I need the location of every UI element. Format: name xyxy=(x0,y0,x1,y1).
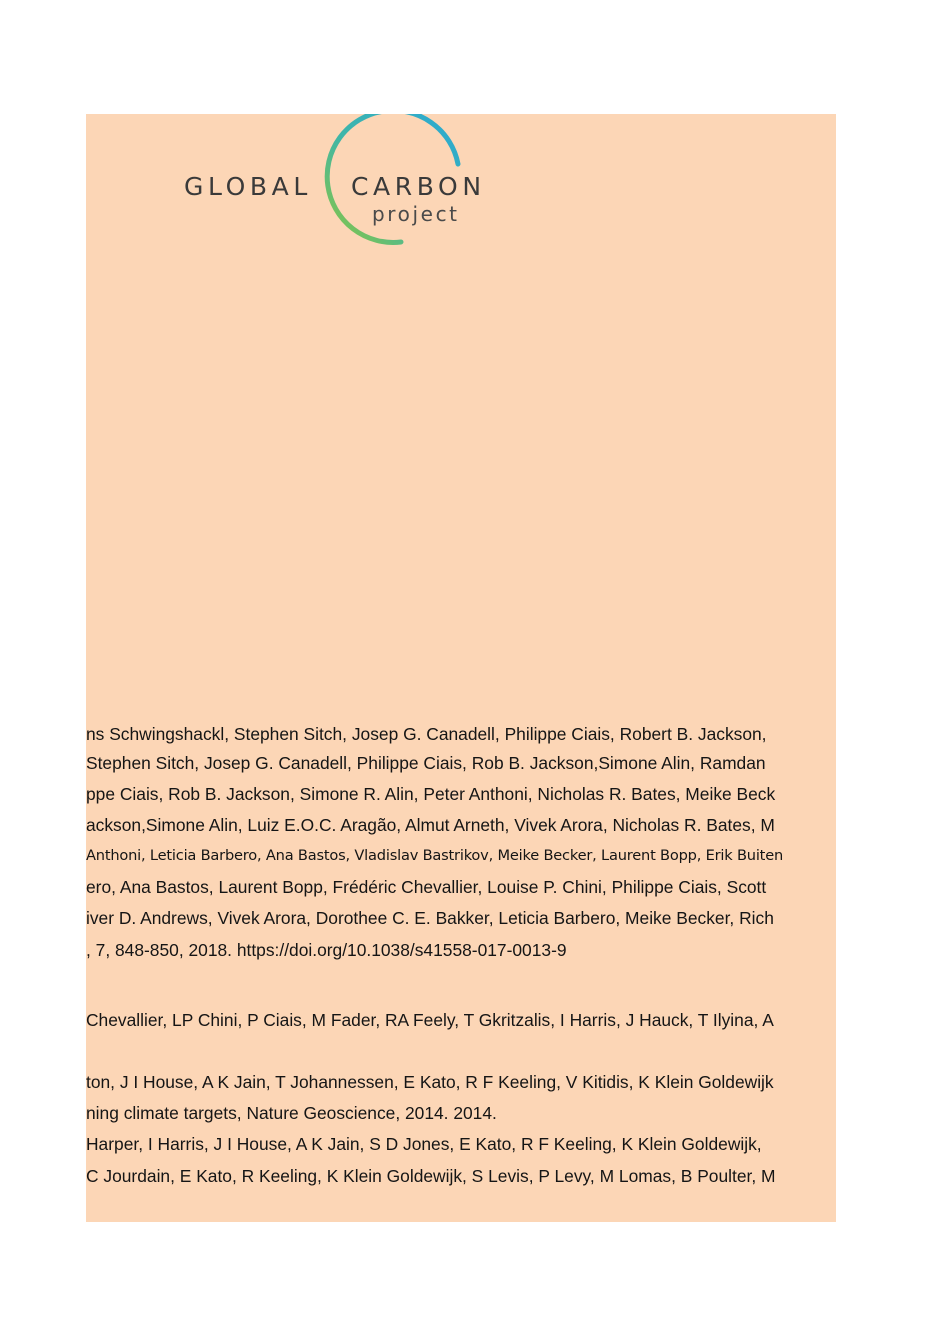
logo-word-project: project xyxy=(372,202,460,226)
reference-line: C Jourdain, E Kato, R Keeling, K Klein Goldewijk, S Levis, P Levy, M Lomas, B Poulter, M xyxy=(86,1166,776,1186)
reference-line: Stephen Sitch, Josep G. Canadell, Philippe Ciais, Rob B. Jackson,Simone Alin, Ramdan xyxy=(86,753,766,773)
reference-line: ackson,Simone Alin, Luiz E.O.C. Aragão, Almut Arneth, Vivek Arora, Nicholas R. Bates, M xyxy=(86,815,775,835)
reference-line: ton, J I House, A K Jain, T Johannessen, E Kato, R F Keeling, V Kitidis, K Klein Goldewijk xyxy=(86,1072,774,1092)
reference-list xyxy=(86,114,836,1222)
logo-word-global: GLOBAL xyxy=(184,172,312,201)
reference-line: ppe Ciais, Rob B. Jackson, Simone R. Alin, Peter Anthoni, Nicholas R. Bates, Meike Beck xyxy=(86,784,776,804)
reference-line: iver D. Andrews, Vivek Arora, Dorothee C. E. Bakker, Leticia Barbero, Meike Becker, Rich xyxy=(86,908,774,928)
reference-line: Harper, I Harris, J I House, A K Jain, S D Jones, E Kato, R F Keeling, K Klein Goldewijk, xyxy=(86,1134,762,1154)
reference-line: Anthoni, Leticia Barbero, Ana Bastos, Vladislav Bastrikov, Meike Becker, Laurent Bopp, Erik Buiten xyxy=(86,847,784,864)
reference-line: ning climate targets, Nature Geoscience, 2014. 2014. xyxy=(86,1103,497,1123)
reference-line: Chevallier, LP Chini, P Ciais, M Fader, RA Feely, T Gkritzalis, I Harris, J Hauck, T Ilyina, A xyxy=(86,1010,774,1030)
reference-line: ns Schwingshackl, Stephen Sitch, Josep G. Canadell, Philippe Ciais, Robert B. Jackson, xyxy=(86,724,767,744)
reference-line: ero, Ana Bastos, Laurent Bopp, Frédéric Chevallier, Louise P. Chini, Philippe Ciais, Scott xyxy=(86,877,767,897)
reference-line: , 7, 848-850, 2018. https://doi.org/10.1038/s41558-017-0013-9 xyxy=(86,940,567,960)
document-sheet xyxy=(86,114,836,1222)
logo-word-carbon: CARBON xyxy=(351,172,486,201)
